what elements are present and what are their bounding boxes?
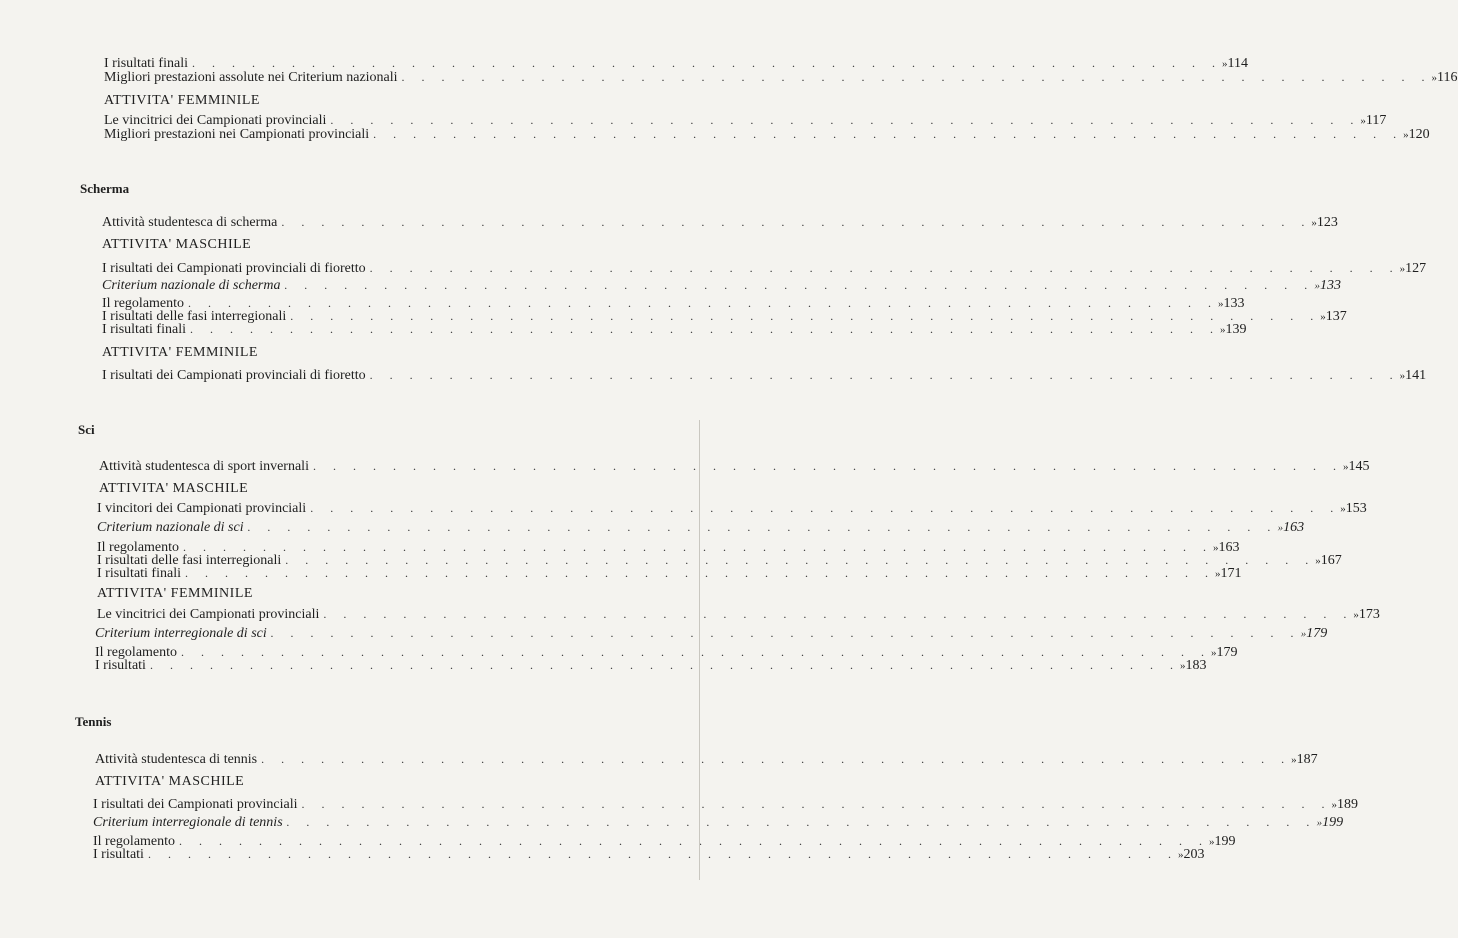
- dot-leader: . . . . . . . . . . . . . . . . . . . . . . . . . . . . . . . . . . . . . . . . . . . . . . . . . . . .: [373, 127, 1404, 141]
- page-number: 139: [1225, 322, 1247, 337]
- ditto-mark: »: [1213, 542, 1219, 554]
- ditto-mark: »: [1331, 799, 1338, 811]
- page-number: 173: [1358, 607, 1380, 622]
- subsection-heading: [104, 94, 404, 108]
- page-number: 199: [1214, 834, 1236, 849]
- toc-entry: [93, 797, 1359, 812]
- dot-leader: . . . . . . . . . . . . . . . . . . . . . . . . . . . . . . . . . . . . . . . . . . . . . . . . . . . .: [310, 501, 1341, 515]
- subsection-heading: [99, 482, 399, 496]
- entry-title: I risultati finali: [102, 322, 186, 337]
- section-title-sci: Sci: [78, 422, 95, 437]
- dot-leader: . . . . . . . . . . . . . . . . . . . . . . . . . . . . . . . . . . . . . . . . . . . . . . . . . . . .: [261, 752, 1292, 766]
- entry-title: I risultati: [95, 658, 146, 673]
- ditto-mark: »: [1403, 129, 1409, 141]
- page-number: 153: [1345, 501, 1367, 516]
- toc-entry: [104, 70, 1458, 85]
- entry-title: Il regolamento: [97, 540, 180, 555]
- ditto-mark: »: [1209, 836, 1215, 848]
- entry-title: Criterium interregionale di sci: [95, 626, 267, 641]
- ditto-mark: »: [1211, 647, 1217, 659]
- entry-title: I risultati dei Campionati provinciali di fioretto: [102, 368, 366, 383]
- ditto-mark: »: [1399, 370, 1406, 382]
- toc-entry: [95, 752, 1318, 767]
- ditto-mark: »: [1431, 72, 1438, 84]
- subsection-heading: [102, 346, 402, 360]
- subsection-title: ATTIVITA' MASCHILE: [99, 481, 249, 496]
- page-number: 133: [1223, 296, 1245, 311]
- entry-title: Le vincitrici dei Campionati provinciali: [97, 607, 320, 622]
- toc-entry: [102, 215, 1338, 230]
- toc-entry: [102, 261, 1427, 276]
- entry-title: Criterium interregionale di tennis: [93, 815, 283, 830]
- toc-entry: [95, 626, 1328, 641]
- toc-entry: [102, 278, 1341, 293]
- ditto-mark: »: [1221, 58, 1228, 70]
- toc-entry: [99, 459, 1370, 474]
- toc-entry: [97, 607, 1380, 622]
- entry-title: Criterium nazionale di sci: [97, 520, 244, 535]
- entry-title: I risultati delle fasi interregionali: [102, 309, 287, 324]
- entry-title: I risultati delle fasi interregionali: [97, 553, 282, 568]
- section-title-scherma: Scherma: [80, 181, 130, 196]
- ditto-mark: »: [1311, 217, 1317, 229]
- entry-title: I vincitori dei Campionati provinciali: [97, 501, 307, 516]
- subsection-title: ATTIVITA' FEMMINILE: [97, 586, 253, 601]
- ditto-mark: »: [1342, 461, 1349, 473]
- entry-title: Migliori prestazioni assolute nei Criterium nazionali: [104, 70, 398, 85]
- dot-leader: . . . . . . . . . . . . . . . . . . . . . . . . . . . . . . . . . . . . . . . . . . . . . . . . . . . .: [284, 278, 1315, 292]
- toc-entry: [97, 520, 1305, 535]
- entry-title: I risultati dei Campionati provinciali di fioretto: [102, 261, 366, 276]
- dot-leader: . . . . . . . . . . . . . . . . . . . . . . . . . . . . . . . . . . . . . . . . . . . . . . . . . . . .: [401, 70, 1432, 84]
- ditto-mark: »: [1316, 817, 1323, 829]
- page-number: 117: [1365, 113, 1387, 128]
- dot-leader: . . . . . . . . . . . . . . . . . . . . . . . . . . . . . . . . . . . . . . . . . . . . . . . . . . . .: [286, 815, 1317, 829]
- binding-thread: [685, 420, 700, 880]
- dot-leader: . . . . . . . . . . . . . . . . . . . . . . . . . . . . . . . . . . . . . . . . . . . . . . . . . . . .: [312, 459, 1343, 473]
- page-number: 171: [1220, 566, 1242, 581]
- page-number: 179: [1306, 626, 1328, 641]
- ditto-mark: »: [1314, 280, 1320, 292]
- page-number: 133: [1320, 278, 1341, 293]
- subsection-title: ATTIVITA' MASCHILE: [95, 774, 245, 789]
- page-number: 179: [1216, 645, 1238, 660]
- entry-title: Attività studentesca di scherma: [102, 215, 278, 230]
- dot-leader: . . . . . . . . . . . . . . . . . . . . . . . . . . . . . . . . . . . . . . . . . . . . . . . . . . . .: [189, 322, 1220, 336]
- page-number: 183: [1185, 658, 1207, 673]
- dot-leader: . . . . . . . . . . . . . . . . . . . . . . . . . . . . . . . . . . . . . . . . . . . . . . . . . . . .: [301, 797, 1332, 811]
- page-number: 163: [1218, 540, 1240, 555]
- ditto-mark: »: [1277, 522, 1284, 534]
- page-number: 199: [1322, 815, 1344, 830]
- subsection-heading: [97, 587, 397, 601]
- page-number: 189: [1337, 797, 1359, 812]
- page-number: 203: [1183, 847, 1205, 862]
- dot-leader: . . . . . . . . . . . . . . . . . . . . . . . . . . . . . . . . . . . . . . . . . . . . . . . . . . . .: [181, 645, 1212, 659]
- dot-leader: . . . . . . . . . . . . . . . . . . . . . . . . . . . . . . . . . . . . . . . . . . . . . . . . . . . .: [184, 566, 1215, 580]
- page-number: 120: [1408, 127, 1430, 142]
- toc-entry: [97, 501, 1367, 516]
- page-number: 137: [1325, 309, 1347, 324]
- entry-title: I risultati finali: [97, 566, 181, 581]
- dot-leader: . . . . . . . . . . . . . . . . . . . . . . . . . . . . . . . . . . . . . . . . . . . . . . . . . . . .: [149, 658, 1180, 672]
- toc-entry: [97, 566, 1242, 581]
- dot-leader: . . . . . . . . . . . . . . . . . . . . . . . . . . . . . . . . . . . . . . . . . . . . . . . . . . . .: [290, 309, 1321, 323]
- subsection-title: ATTIVITA' FEMMINILE: [104, 93, 260, 108]
- subsection-heading: [102, 238, 402, 252]
- ditto-mark: »: [1320, 311, 1326, 323]
- ditto-mark: »: [1360, 115, 1366, 127]
- ditto-mark: »: [1218, 298, 1224, 310]
- page-number: 141: [1405, 368, 1427, 383]
- page-number: 145: [1348, 459, 1370, 474]
- entry-title: I risultati finali: [104, 56, 188, 71]
- entry-title: Attività studentesca di tennis: [95, 752, 258, 767]
- page-number: 123: [1316, 215, 1338, 230]
- toc-entry: [104, 113, 1387, 128]
- ditto-mark: »: [1219, 324, 1226, 336]
- page-number: 127: [1405, 261, 1427, 276]
- dot-leader: . . . . . . . . . . . . . . . . . . . . . . . . . . . . . . . . . . . . . . . . . . . . . . . . . . . .: [247, 520, 1278, 534]
- dot-leader: . . . . . . . . . . . . . . . . . . . . . . . . . . . . . . . . . . . . . . . . . . . . . . . . . . . .: [188, 296, 1219, 310]
- dot-leader: . . . . . . . . . . . . . . . . . . . . . . . . . . . . . . . . . . . . . . . . . . . . . . . . . . . .: [179, 834, 1210, 848]
- ditto-mark: »: [1179, 660, 1186, 672]
- dot-leader: . . . . . . . . . . . . . . . . . . . . . . . . . . . . . . . . . . . . . . . . . . . . . . . . . . . .: [183, 540, 1214, 554]
- dot-leader: . . . . . . . . . . . . . . . . . . . . . . . . . . . . . . . . . . . . . . . . . . . . . . . . . . . .: [191, 56, 1222, 70]
- subsection-title: ATTIVITA' MASCHILE: [102, 237, 252, 252]
- page-number: 163: [1283, 520, 1305, 535]
- ditto-mark: »: [1399, 263, 1406, 275]
- subsection-title: ATTIVITA' FEMMINILE: [102, 345, 258, 360]
- ditto-mark: »: [1353, 609, 1359, 621]
- entry-title: Attività studentesca di sport invernali: [99, 459, 309, 474]
- entry-title: Il regolamento: [95, 645, 178, 660]
- dot-leader: . . . . . . . . . . . . . . . . . . . . . . . . . . . . . . . . . . . . . . . . . . . . . . . . . . . .: [330, 113, 1361, 127]
- subsection-heading: [95, 775, 395, 789]
- page-number: 167: [1320, 553, 1342, 568]
- page-number: 114: [1227, 56, 1248, 71]
- toc-entry: [104, 127, 1430, 142]
- dot-leader: . . . . . . . . . . . . . . . . . . . . . . . . . . . . . . . . . . . . . . . . . . . . . . . . . . . .: [369, 261, 1400, 275]
- dot-leader: . . . . . . . . . . . . . . . . . . . . . . . . . . . . . . . . . . . . . . . . . . . . . . . . . . . .: [285, 553, 1316, 567]
- dot-leader: . . . . . . . . . . . . . . . . . . . . . . . . . . . . . . . . . . . . . . . . . . . . . . . . . . . .: [281, 215, 1312, 229]
- ditto-mark: »: [1300, 628, 1307, 640]
- ditto-mark: »: [1177, 849, 1184, 861]
- dot-leader: . . . . . . . . . . . . . . . . . . . . . . . . . . . . . . . . . . . . . . . . . . . . . . . . . . . .: [270, 626, 1301, 640]
- ditto-mark: »: [1315, 555, 1321, 567]
- entry-title: Criterium nazionale di scherma: [102, 278, 281, 293]
- toc-entry: [93, 815, 1344, 830]
- ditto-mark: »: [1291, 754, 1297, 766]
- toc-entry: [102, 368, 1427, 383]
- toc-entry: [93, 847, 1205, 862]
- entry-title: Migliori prestazioni nei Campionati provinciali: [104, 127, 370, 142]
- entry-title: Il regolamento: [102, 296, 185, 311]
- toc-entry: [104, 56, 1248, 71]
- toc-entry: [102, 322, 1247, 337]
- ditto-mark: »: [1214, 568, 1221, 580]
- toc-entry: [95, 658, 1207, 673]
- entry-title: Le vincitrici dei Campionati provinciali: [104, 113, 327, 128]
- entry-title: Il regolamento: [93, 834, 176, 849]
- section-title-tennis: Tennis: [75, 714, 112, 729]
- dot-leader: . . . . . . . . . . . . . . . . . . . . . . . . . . . . . . . . . . . . . . . . . . . . . . . . . . . .: [369, 368, 1400, 382]
- entry-title: I risultati dei Campionati provinciali: [93, 797, 298, 812]
- dot-leader: . . . . . . . . . . . . . . . . . . . . . . . . . . . . . . . . . . . . . . . . . . . . . . . . . . . .: [147, 847, 1178, 861]
- page-number: 116: [1437, 70, 1458, 85]
- entry-title: I risultati: [93, 847, 144, 862]
- ditto-mark: »: [1340, 503, 1346, 515]
- page-number: 187: [1296, 752, 1318, 767]
- dot-leader: . . . . . . . . . . . . . . . . . . . . . . . . . . . . . . . . . . . . . . . . . . . . . . . . . . . .: [323, 607, 1354, 621]
